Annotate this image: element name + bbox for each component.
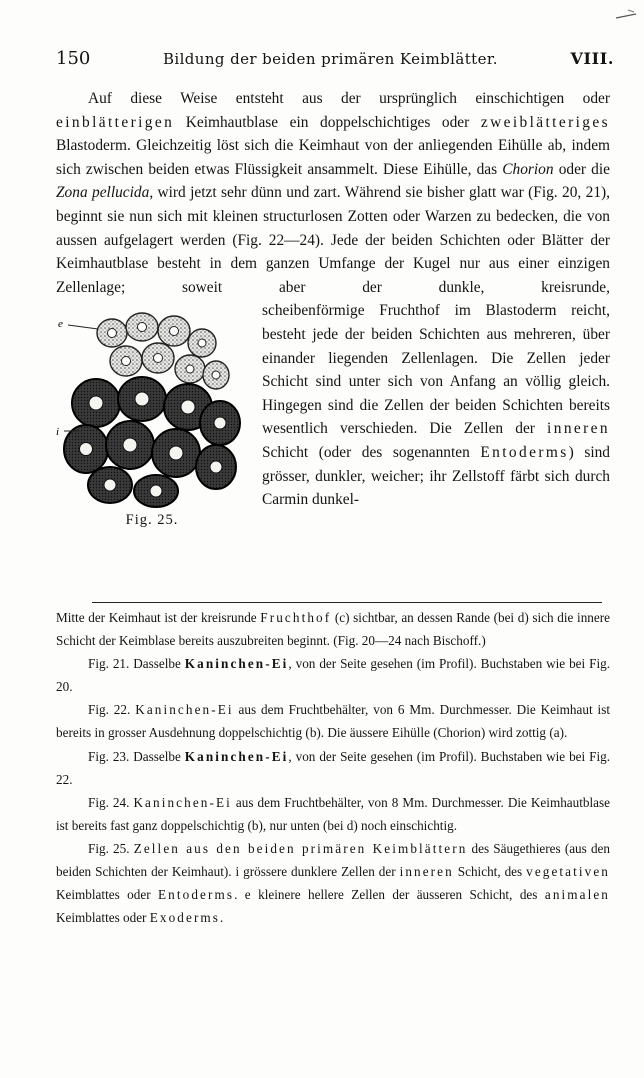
page-number: 150: [56, 48, 91, 69]
text-run: Mitte der Keimhaut ist der kreisrunde: [56, 610, 261, 625]
page-header: [56, 48, 614, 74]
text-run: Keimhautblase ein doppelschichtiges oder: [174, 113, 481, 131]
corner-mark: [614, 6, 638, 26]
text-run: .: [220, 910, 224, 926]
spaced-term: einblätterigen: [56, 113, 175, 131]
text-run: , von der Seite gesehen (im Profil). Buchstaben wie bei Fig. 22.: [56, 748, 610, 787]
text-run: Auf diese Weise entsteht aus der ursprünglich einschichtigen oder: [88, 90, 610, 107]
spaced-term: Zellen aus den beiden primären Keimblättern: [133, 840, 468, 856]
spaced-term: Kaninchen-Ei: [184, 656, 289, 672]
main-text: [56, 87, 610, 535]
spaced-term: Kaninchen-Ei: [184, 748, 289, 764]
text-run: ) sind grösser, dunkler, weicher; ihr Zellstoff färbt sich durch Carmin dunkel-: [262, 443, 610, 509]
spaced-term: animalen: [544, 887, 610, 903]
cell-illustration: [56, 303, 244, 509]
text-run: Keimblattes oder: [56, 910, 150, 926]
label-i: i: [56, 426, 60, 439]
text-run: aus dem Fruchtbehälter, von 6 Mm. Durchmesser. Die Keimhaut ist bereits in grosser Ausdehnung doppelschichtig (b). Die äussere Eihülle (Chorion) wird zottig (a).: [56, 702, 610, 741]
caption-fig-25: [56, 837, 610, 929]
text-run: , wird jetzt sehr dünn und zart. Während sie bisher glatt war (Fig. 20, 21), beginnt sie nun sich mit kleinen structurlosen Zotten oder Warzen zu bedecken, die von aussen aufgelagert werden (Fig. 22—24). Jede der beiden Schichten oder Blätter der Keimhautblase besteht in dem ganzen Umfange der Kugel nur aus einer einzigen Zellenlage; soweit aber der dunkle, kreisrunde, scheiben: [56, 184, 611, 320]
caption-fig-23: [56, 745, 610, 791]
figure-25: [56, 303, 244, 535]
chapter-number: VIII.: [570, 49, 614, 68]
text-run: Fig. 23. Dasselbe: [88, 748, 185, 764]
spaced-term: zweiblätteriges: [480, 113, 610, 131]
running-title: Bildung der beiden primären Keimblätter.: [162, 50, 498, 68]
figure-captions: [56, 606, 610, 929]
spaced-term: Exoderms: [149, 910, 221, 926]
text-run: des Säugethieres (aus den beiden Schichten der Keimhaut). i grössere dunklere Zellen der: [56, 840, 610, 880]
text-run: förmige Fruchthof im Blastoderm reicht, besteht jede der beiden Schichten aus mehreren, über einander liegenden Zellenlagen. Die Zellen jeder Schicht sind unter sich von Anfang an völlig gleich. Hingegen sind die Zellen der beiden Schichten bereits wesentlich verschieden. Die Zellen der: [262, 302, 610, 438]
figure-number: Fig. 25.: [125, 512, 179, 529]
text-run: Fig. 21. Dasselbe: [88, 656, 185, 672]
text-run: Fig. 25.: [88, 840, 134, 856]
inner-cells: [64, 377, 240, 507]
text-run: Schicht, des: [453, 864, 527, 880]
text-run: Fig. 24.: [88, 794, 134, 810]
italic-term: Chorion: [502, 160, 554, 178]
label-e: e: [58, 318, 63, 331]
spaced-term: Kaninchen-Ei: [133, 794, 232, 810]
text-run: Schicht (oder des sogenannten: [262, 443, 481, 461]
caption-fig-24: [56, 791, 610, 837]
italic-term: Zona pellucida: [56, 184, 150, 202]
spaced-term: inneren: [547, 420, 610, 438]
spaced-term: Fruchthof: [260, 610, 332, 625]
spaced-term: inneren: [399, 864, 454, 880]
text-run: aus dem Fruchtbehälter, von 8 Mm. Durchmesser. Die Keimhautblase ist bereits fast ganz doppelschichtig (b), nur unten (bei d) noch einschichtig.: [56, 794, 611, 833]
text-run: oder die: [553, 160, 610, 178]
spaced-term: vegetativen: [526, 864, 611, 880]
spaced-term: Entoderms: [480, 443, 569, 461]
footnote-rule: [92, 602, 602, 603]
text-run: Keimblattes oder: [56, 887, 159, 903]
caption-fig-21: [56, 652, 610, 698]
spaced-term: Entoderms: [158, 887, 235, 903]
caption-continuation: [56, 606, 610, 652]
text-run: (c) sichtbar, an dessen Rande (bei d) sich die innere Schicht der Keimblase bereits auszubreiten beginnt. (Fig. 20—24 nach Bischoff.): [56, 610, 610, 649]
label-e-leader: [68, 325, 98, 329]
text-run: Blastoderm. Gleichzeitig löst sich die Keimhaut von der anliegenden Eihülle ab, indem sich zwischen beiden etwas Flüssigkeit ansammelt. Diese Eihülle, das: [56, 137, 610, 178]
text-run: . e kleinere hellere Zellen der äusseren Schicht, des: [234, 887, 545, 903]
text-run: , von der Seite gesehen (im Profil). Buchstaben wie bei Fig. 20.: [56, 656, 610, 695]
text-run: Fig. 22.: [88, 702, 136, 718]
outer-cells: [97, 313, 229, 389]
spaced-term: Kaninchen-Ei: [135, 702, 234, 718]
paragraph: [56, 87, 611, 529]
caption-fig-22: [56, 698, 610, 744]
